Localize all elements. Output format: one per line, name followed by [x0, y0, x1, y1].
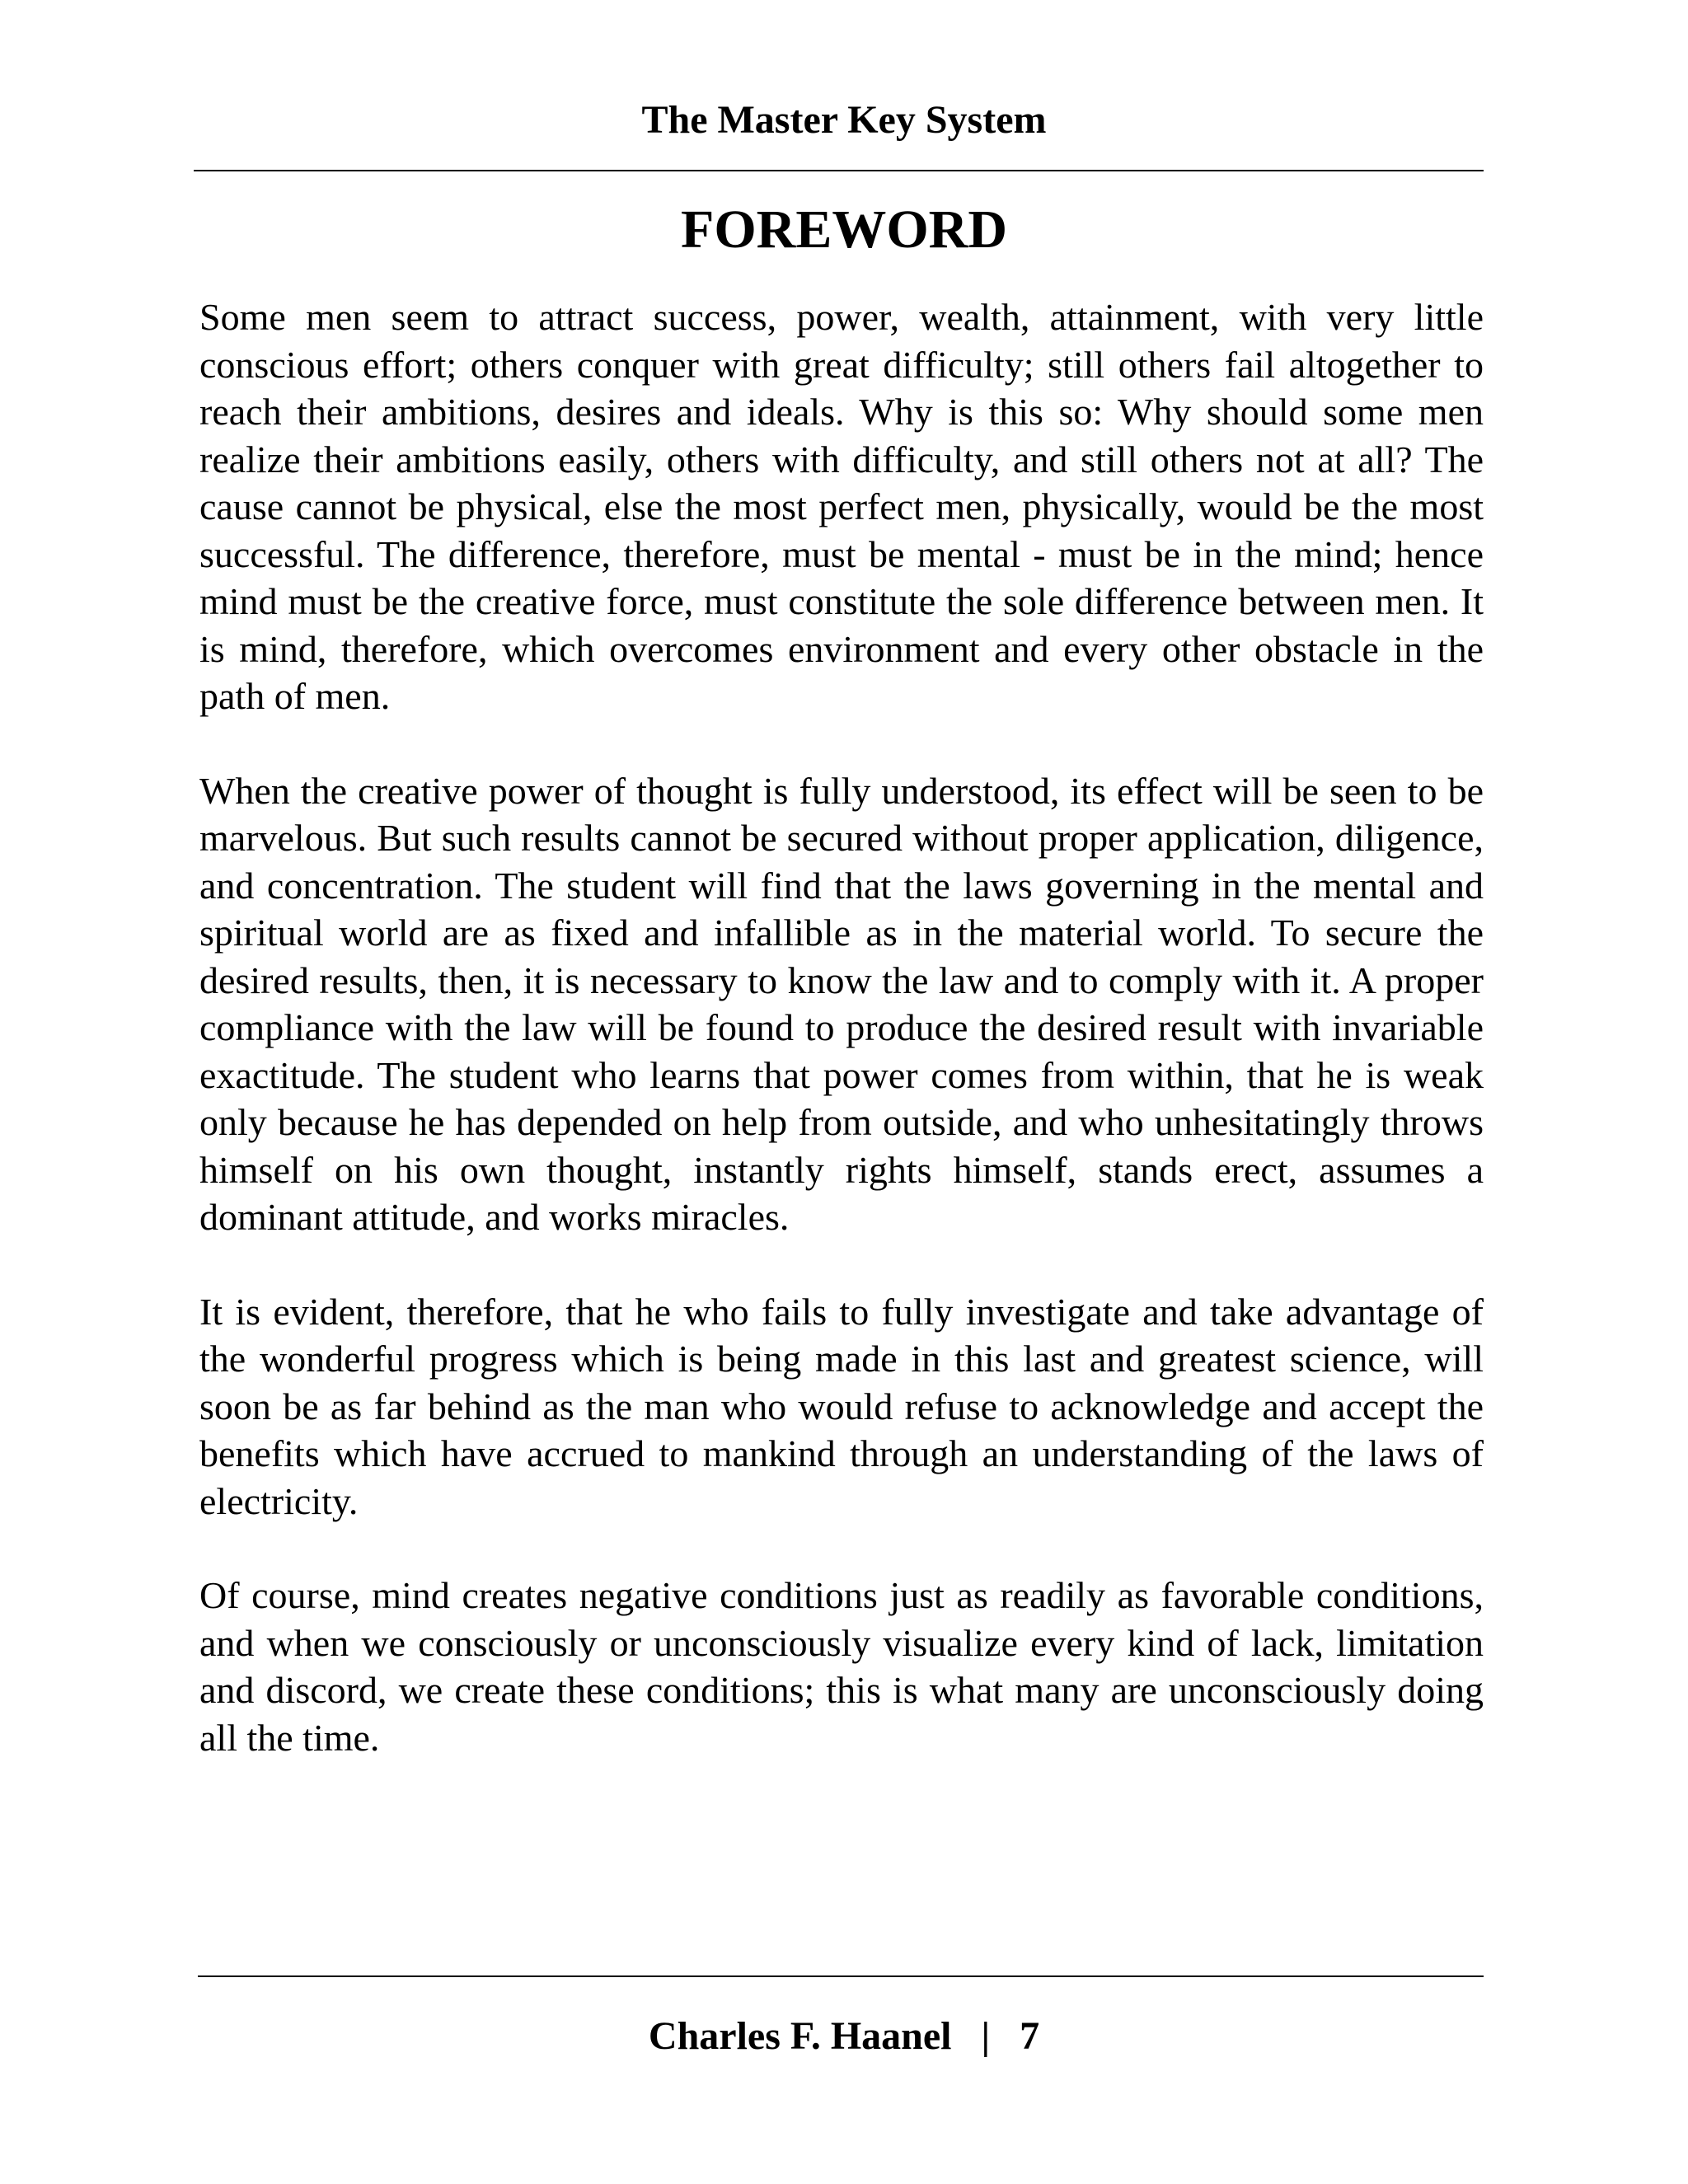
running-header: The Master Key System	[641, 98, 1047, 142]
page-number: 7	[1020, 2014, 1040, 2058]
footer-divider	[198, 1975, 1484, 1977]
paragraph: When the creative power of thought is fully understood, its effect will be seen to be marvelous. But such results cannot be secured without proper application, diligence, and concentration. The student will find that the laws governing in the mental and spiritual world are as fixed and infallible as in the material world. To secure the desired results, then, it is necessary to know the law and to comply with it. A proper compliance with the law will be found to produce the desired result with invariable exactitude. The student who learns that power comes from within, that he is weak only because he has depended on help from outside, and who unhesitatingly throws himself on his own thought, instantly rights himself, stands erect, assumes a dominant attitude, and works miracles.	[199, 769, 1484, 1238]
chapter-title: FOREWORD	[681, 199, 1007, 260]
running-footer	[0, 2013, 1688, 2060]
paragraph: Of course, mind creates negative conditions just as readily as favorable conditions, and when we consciously or unconsciously visualize every kind of lack, limitation and discord, we create these conditions; this is what many are unconsciously doing all the time.	[199, 1574, 1484, 1759]
body-text	[199, 293, 1484, 1808]
footer-separator: |	[981, 2014, 991, 2058]
paragraph: It is evident, therefore, that he who fails to fully investigate and take advantage of the wonderful progress which is being made in this last and greatest science, will soon be as far behind as the man who would refuse to acknowledge and accept the benefits which have accrued to mankind through an understanding of the laws of electricity.	[199, 1290, 1484, 1522]
footer-author: Charles F. Haanel	[648, 2014, 952, 2058]
paragraph: Some men seem to attract success, power, wealth, attainment, with very little conscious effort; others conquer with great difficulty; still others fail altogether to reach their ambitions, desires and ideals. Why is this so: Why should some men realize their ambitions easily, others with difficulty, and still others not at all? The cause cannot be physical, else the most perfect men, physically, would be the most successful. The difference, therefore, must be mental - must be in the mind; hence mind must be the creative force, must constitute the sole difference between men. It is mind, therefore, which overcomes environment and every other obstacle in the path of men.	[199, 296, 1484, 717]
header-divider	[194, 170, 1484, 171]
